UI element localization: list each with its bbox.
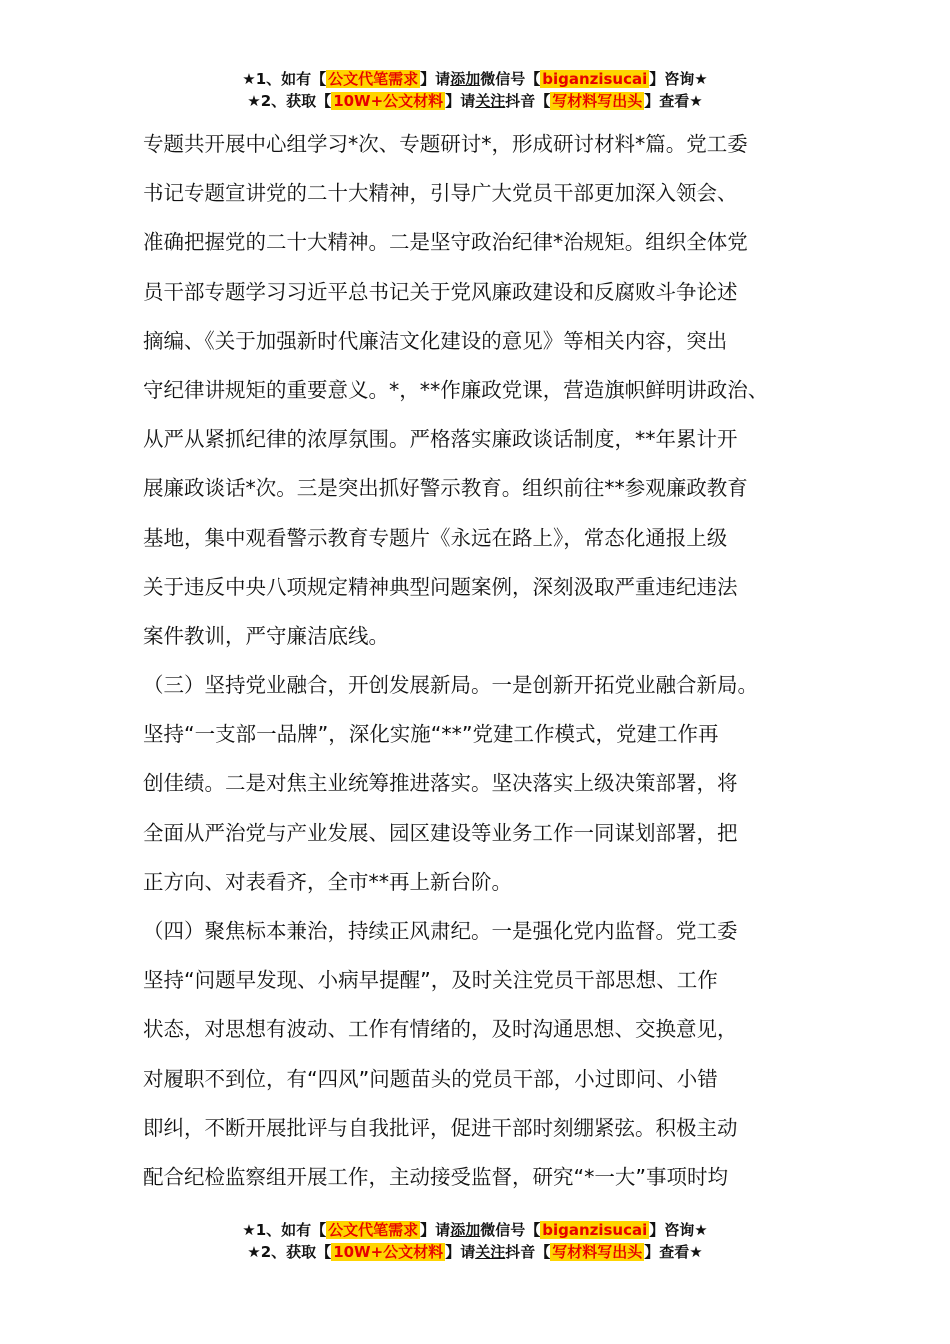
body-line: 即纠，不断开展批评与自我批评，促进干部时刻绷紧弦。积极主动 [143, 1115, 738, 1140]
banner-highlight: 公文代笔需求 [328, 1221, 419, 1239]
banner-text: 抖音【 [505, 1243, 551, 1261]
banner-highlight: biganzisucai [542, 1221, 648, 1239]
banner-text: 】查看★ [644, 1243, 703, 1261]
banner-text: 】咨询★ [649, 1221, 708, 1239]
body-line: 书记专题宣讲党的二十大精神，引导广大党员干部更加深入领会、 [143, 181, 738, 206]
banner-text: ★1、如有【 [242, 1221, 327, 1239]
banner-text: ★1、如有【 [242, 70, 327, 88]
banner-line-1 [0, 1219, 950, 1241]
banner-highlight: 10W+公文材料 [333, 1243, 444, 1261]
banner-text: 】咨询★ [649, 70, 708, 88]
banner-text: 微信号【 [480, 1221, 541, 1239]
banner-emphasis: 关注 [475, 92, 506, 110]
banner-line-1 [0, 68, 950, 90]
banner-emphasis: 添加 [450, 70, 481, 88]
banner-emphasis: 关注 [475, 1243, 506, 1261]
body-line: 全面从严治党与产业发展、园区建设等业务工作一同谋划部署，把 [143, 820, 738, 845]
section-heading-line: （三）坚持党业融合，开创发展新局。一是创新开拓党业融合新局。 [143, 673, 758, 698]
document-body [143, 120, 825, 1202]
banner-text: ★2、获取【 [247, 1243, 332, 1261]
body-line: 展廉政谈话*次。三是突出抓好警示教育。组织前往**参观廉政教育 [143, 476, 748, 501]
banner-line-2 [0, 1241, 950, 1263]
body-line: 关于违反中央八项规定精神典型问题案例，深刻汲取严重违纪违法 [143, 574, 738, 599]
banner-highlight: 写材料写出头 [552, 1243, 643, 1261]
banner-text: 】请 [420, 1221, 451, 1239]
header-banner [0, 68, 950, 112]
banner-highlight: 写材料写出头 [552, 92, 643, 110]
section-heading-line: （四）聚焦标本兼治，持续正风肃纪。一是强化党内监督。党工委 [143, 919, 738, 943]
banner-highlight: 公文代笔需求 [328, 70, 419, 88]
banner-emphasis: 添加 [450, 1221, 481, 1239]
banner-text: 】请 [420, 70, 451, 88]
body-line: 从严从紧抓纪律的浓厚氛围。严格落实廉政谈话制度，**年累计开 [143, 427, 738, 452]
body-line: 配合纪检监察组开展工作，主动接受监督，研究“*一大”事项时均 [143, 1164, 728, 1189]
body-line: 坚持“一支部一品牌”，深化实施“**”党建工作模式，党建工作再 [143, 722, 719, 747]
body-line: 对履职不到位，有“四风”问题苗头的党员干部，小过即问、小错 [143, 1066, 718, 1091]
banner-text: 抖音【 [505, 92, 551, 110]
body-line: 正方向、对表看齐，全市**再上新台阶。 [143, 869, 512, 894]
body-line: 专题共开展中心组学习*次、专题研讨*，形成研讨材料*篇。党工委 [143, 132, 748, 156]
banner-highlight: 10W+公文材料 [333, 92, 444, 110]
body-line: 员干部专题学习习近平总书记关于党风廉政建设和反腐败斗争论述 [143, 279, 738, 304]
body-line: 创佳绩。二是对焦主业统筹推进落实。坚决落实上级决策部署，将 [143, 771, 738, 796]
body-line: 守纪律讲规矩的重要意义。*，**作廉政党课，营造旗帜鲜明讲政治、 [143, 377, 769, 402]
banner-text: 微信号【 [480, 70, 541, 88]
footer-banner [0, 1219, 950, 1263]
banner-highlight: biganzisucai [542, 70, 648, 88]
banner-text: 】查看★ [644, 92, 703, 110]
body-line: 摘编、《关于加强新时代廉洁文化建设的意见》等相关内容，突出 [143, 328, 728, 353]
banner-line-2 [0, 90, 950, 112]
body-line: 状态，对思想有波动、工作有情绪的，及时沟通思想、交换意见， [143, 1017, 738, 1042]
body-line: 坚持“问题早发现、小病早提醒”，及时关注党员干部思想、工作 [143, 968, 718, 993]
banner-text: 】请 [445, 92, 476, 110]
body-line: 案件教训，严守廉洁底线。 [143, 623, 389, 648]
body-line: 基地，集中观看警示教育专题片《永远在路上》，常态化通报上级 [143, 525, 728, 550]
banner-text: 】请 [445, 1243, 476, 1261]
banner-text: ★2、获取【 [247, 92, 332, 110]
body-line: 准确把握党的二十大精神。二是坚守政治纪律*治规矩。组织全体党 [143, 230, 748, 255]
